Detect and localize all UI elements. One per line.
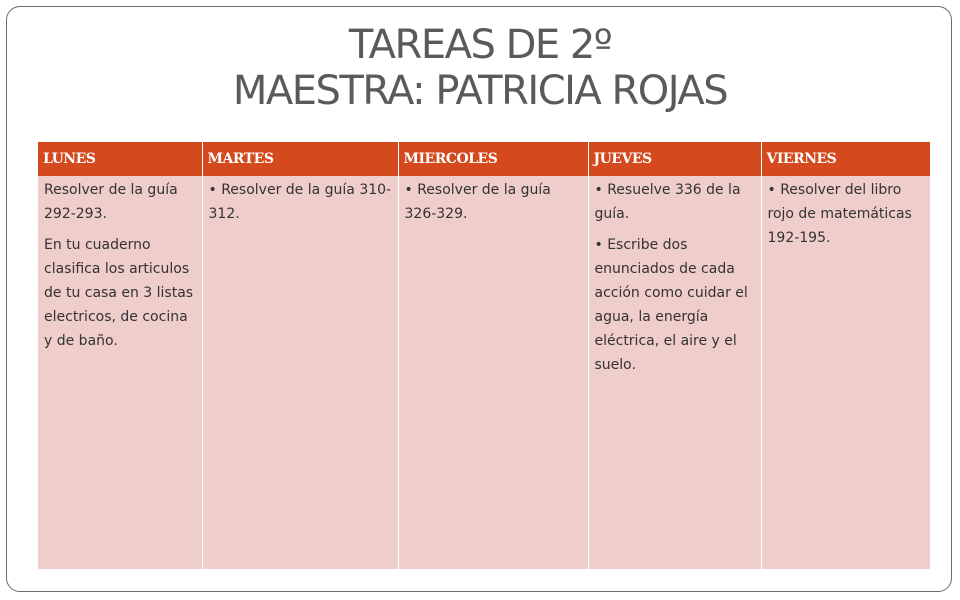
header-viernes: VIERNES <box>761 142 930 176</box>
header-martes: MARTES <box>202 142 398 176</box>
header-jueves: JUEVES <box>588 142 761 176</box>
header-lunes: LUNES <box>38 142 202 176</box>
cell-viernes <box>761 176 930 569</box>
task-text: • Resuelve 336 de la guía. <box>594 182 741 222</box>
homework-table <box>38 142 930 569</box>
header-miercoles: MIERCOLES <box>398 142 588 176</box>
task-text: • Escribe dos enunciados de cada acción como cuidar el agua, la energía eléctrica, el aire y el suelo. <box>594 237 748 373</box>
tasks-row <box>38 176 930 569</box>
task-text: • Resolver de la guía 326-329. <box>404 182 551 222</box>
task-text: Resolver de la guía 292-293. <box>44 182 178 222</box>
title-line-2: MAESTRA: PATRICIA ROJAS <box>232 68 728 114</box>
slide-title <box>0 22 960 114</box>
task-text: En tu cuaderno clasifica los articulos de tu casa en 3 listas electricos, de cocina y de baño. <box>44 237 194 349</box>
cell-miercoles <box>398 176 588 569</box>
cell-jueves <box>588 176 761 569</box>
cell-martes <box>202 176 398 569</box>
task-text: • Resolver del libro rojo de matemáticas 192-195. <box>767 182 912 246</box>
task-text: • Resolver de la guía 310-312. <box>208 182 392 222</box>
header-row <box>38 142 930 176</box>
title-line-1: TAREAS DE 2º <box>348 22 612 68</box>
cell-lunes <box>38 176 202 569</box>
